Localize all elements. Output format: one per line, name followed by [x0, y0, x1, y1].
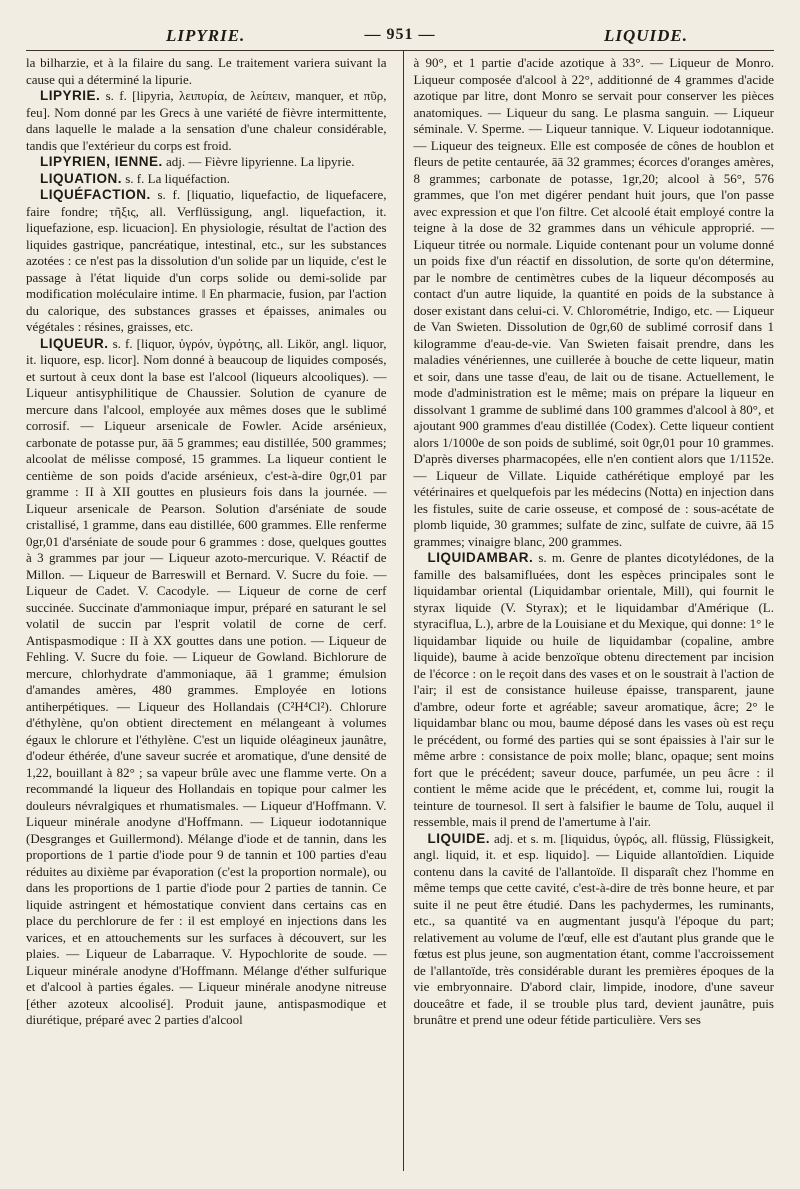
left-column: [26, 51, 395, 1175]
continuation-text: à 90°, et 1 partie d'acide azotique à 33°. — Liqueur de Monro. Liqueur composée d'alcool à 22°, additionné de 4 grammes d'acide azotique par litre, dont Monro se servait pour conserver les pièces anatomiques. — Liqueur du sang. Le plasma sanguin. — Liqueur séminale. V. Sperme. — Liqueur tannique. V. Liqueur iodotannique. — Liqueur des teigneux. Elle est composée de cônes de houblon et fleurs de petite centaurée, āā 32 grammes; écorces d'oranges amères, 8 grammes; carbonate de potasse, 1gr,20; alcool à 56°, 576 grammes, que l'on met digérer pendant huit jours, que l'on passe avec expression et que l'on filtre. Cet alcoolé était employé contre la teigne à la dose de 32 grammes dans un véhicule approprié. — Liqueur titrée ou normale. Liquide contenant pour un volume donné un poids fixe d'un réactif en dissolution, de sorte qu'on détermine, par le nombre de centimètres cubes de la liqueur décomposés au contact d'un autre liquide, la quantité en poids de la substance à doser existant dans celui-ci. V. Chlorométrie, Indigo, etc. — Liqueur de Van Swieten. Dissolution de 0gr,60 de sublimé corrosif dans 1 kilogramme d'eau-de-vie. Van Swieten faisait prendre, dans les maladies vénériennes, une cuillerée à bouche de cette liqueur, matin et soir, dans une tasse d'eau, de lait ou de tisane. Actuellement, le mode d'administration est le même; mais on prépare la liqueur en dissolvant 1 gramme de sublimé dans 100 grammes d'alcool à 80°, et ajoutant 900 grammes d'eau distillée (Codex). Cette liqueur contient alors 1/1000e de son poids de sublimé, soit 0gr,01 pour 10 grammes. D'après diverses pharmacopées, elle n'en contient alors que 1/1152e. — Liqueur de Villate. Liquide cathérétique employé par les vétérinaires et quelquefois par les médecins (Notta) en injection dans les fistules, suite de carie osseuse, et composé de : sous-acétate de plomb liquide, 30 grammes; sulfate de zinc, sulfate de cuivre, āā 15 grammes; vinaigre blanc, 200 grammes.: [413, 55, 774, 549]
definition: s. f. [liquor, ὑγρόν, ὑγρότης, all. Likör, angl. liquor, it. liquore, esp. licor]. Nom donné à beaucoup de liquides composés, et surtout à ceux dont la base est l'alcool (liqueurs alcooliques). — Liqueur antisyphilitique de Chaussier. Solution de cyanure de mercure dans l'alcool, employée aux mêmes doses que le sublimé corrosif. — Liqueur arsenicale de Fowler. Acide arsénieux, carbonate de potasse pur, āā 5 grammes; eau distillée, 500 grammes; alcoolat de mélisse composé, 15 grammes. La liqueur contient le centième de son poids d'acide arsénieux, c'est-à-dire 0gr,01 par gramme : II à XII gouttes en plusieurs fois dans la journée. — Liqueur arsenicale de Pearson. Solution d'arséniate de soude cristallisé, 1 gramme, dans eau distillée, 600 grammes. Elle renferme 0gr,01 d'arséniate de soude pour 6 grammes : dose, quelques gouttes à 3 grammes par jour — Liqueur azoto-mercurique. V. Réactif de Millon. — Liqueur de Barreswill et Bernard. V. Sucre du foie. — Liqueur de Cadet. V. Cacodyle. — Liqueur de corne de cerf succinée. Succinate d'ammoniaque impur, préparé en saturant le sel volatil de succin par l'esprit volatil de corne de cerf. Antispasmodique : II à XX gouttes dans une potion. — Liqueur de Fehling. V. Sucre du foie. — Liqueur de Gowland. Bichlorure de mercure, chlorhydrate d'ammoniaque, āā 1 gramme; émulsion d'amandes amères, 480 grammes. Employée en lotions antiherpétiques. — Liqueur des Hollandais (C²H⁴Cl²). Chlorure d'éthylène, qu'on obtient directement en mélangeant à volumes égaux le chlorure et l'éthylène. C'est un liquide oléagineux jaunâtre, d'odeur éthérée, d'une saveur sucrée et aromatique, d'une densité de 1,22, bouillant à 82° ; sa vapeur brûle avec une flamme verte. On a recommandé la liqueur des Hollandais en topique pour calmer les douleurs névralgiques et rhumatismales. — Liqueur d'Hoffmann. V. Liqueur minérale anodyne d'Hoffmann. — Liqueur iodotannique (Desgranges et Guillermond). Mélange d'iode et de tannin, dans les proportions de 1 partie d'iode pour 9 de tannin et 100 parties d'eau réduites au dixième par évaporation (c'est la proportion normale), ou dans les proportions de 1 partie d'iode pour 2 parties de tannin. Ce liquide astringent et hémostatique convient dans certains cas en place du perchlorure de fer : il est employé en injections dans les varices, et en attouchements sur les surfaces à découvert, sur les plaies. — Liqueur de Labarraque. V. Hypochlorite de soude. — Liqueur minérale anodyne d'Hoffmann. Mélange d'éther sulfurique et d'alcool à parties égales. — Liqueur minérale anodyne nitreuse [éther azoteux alcoolisé]. Produit jaune, antispasmodique et diurétique, préparé avec 2 parties d'alcool: [26, 335, 387, 1027]
definition: s. f. [liquatio, liquefactio, de liquefacere, faire fondre; τῆξις, all. Verflüssigung, angl. liquefaction, it. liquefazione, esp. licuacion]. En physiologie, résultat de l'action des liquides gastrique, pancréatique, intestinal, etc., sur les substances azotées : ce n'est pas la dissolution d'un solide par un liquide, c'est le passage à l'état liquide d'un corps solide ou demi-solide par modification moléculaire intime. ‖ En pharmacie, fusion, par l'action du calorique, des substances grasses et épaisses, animales ou végétales : résines, graisses, etc.: [26, 187, 387, 334]
headword: LIQUIDAMBAR.: [427, 550, 534, 565]
entry-liquidambar: [413, 550, 774, 831]
entry-liquide: [413, 831, 774, 1029]
column-divider: [403, 51, 404, 1171]
page-number: — 951 —: [364, 26, 436, 43]
headword: LIQUATION.: [40, 170, 122, 186]
entry-lipyrie: [26, 88, 387, 154]
running-head: [26, 16, 774, 51]
definition: s. m. Genre de plantes dicotylédones, de la famille des balsamifluées, dont les espèces principales sont le liquidambar oriental (Liquidambar orientale, Mill), qui fournit le styrax liquide (V. Styrax); et le liquidambar d'Amérique (L. styraciflua, L.), arbre de la Louisiane et du Mexique, qui donne: 1° le liquidambar liquide ou huile de liquidambar (copaline, ambre liquide), baume à acide benzoïque obtenu directement par incision de l'écorce : on le reçoit dans des vases et on le soustrait à l'action de l'air; il est de consistance huileuse épaisse, transparent, jaune d'ambre, odeur forte et agréable; saveur aromatique, âcre; 2° le liquidambar blanc ou mou, baume déposé dans les vases où est reçu le précédent, ou formé des parties qui se sont épaissies à l'air sur le même arbre : consistance de poix molle; blanc, opaque; sent moins fort que le précédent; saveur douce, parfumée, un peu âcre : il contient le même acide que le précédent, et, comme lui, rougit la teinture de tournesol. Il sert à falsifier le baume de Tolu, auquel il ressemble, mais il prend de l'amertume à l'air.: [413, 550, 774, 829]
definition: adj. et s. m. [liquidus, ὑγρός, all. flüssig, Flüssigkeit, angl. liquid, it. et esp. liquido]. — Liquide allantoïdien. Liquide contenu dans la cavité de l'allantoïde. Il disparaît chez l'homme en même temps que cette cavité, c'est-à-dire de très bonne heure, et par suite il ne peut être étudié. Dans les pachydermes, les ruminants, etc., sa quantité va en augmentant jusqu'à l'époque du part; relativement au volume de l'œuf, elle est d'autant plus grande que le fœtus est plus jeune, son augmentation étant, comme l'accroissement de l'allantoïde, très considérable durant les premières époques de la vie embryonnaire. D'abord clair, limpide, inodore, d'une saveur douceâtre et fade, il se trouble plus tard, devient jaunâtre, puis brunâtre et prend une odeur fétide particulière. Vers ses: [413, 830, 774, 1027]
entry-liqueur: [26, 336, 387, 1029]
headword: LIQUIDE.: [427, 830, 490, 846]
header-right-word: LIQUIDE.: [603, 26, 688, 45]
headword: LIQUÉFACTION.: [40, 187, 151, 202]
headword: LIPYRIEN, IENNE.: [40, 154, 163, 169]
continuation-text: la bilharzie, et à la filaire du sang. Le traitement variera suivant la cause qui a déterminé la lipurie.: [26, 55, 387, 87]
definition: s. f. La liquéfaction.: [125, 170, 230, 186]
entry-liquation: [26, 171, 387, 188]
header-left-word: LIPYRIE.: [166, 26, 246, 45]
headword: LIPYRIE.: [40, 88, 101, 103]
definition: s. f. [lipyria, λειπυρία, de λείπειν, manquer, et πῦρ, feu]. Nom donné par les Grecs à une variété de fièvre intermittente, dans laquelle le malade a la sensation d'une chaleur considérable, tandis que l'extérieur du corps est froid.: [26, 88, 387, 153]
text-columns: [26, 51, 774, 1171]
definition: adj. — Fièvre lipyrienne. La lipyrie.: [166, 154, 355, 169]
entry-lipyrien: [26, 154, 387, 171]
headword: LIQUEUR.: [40, 335, 109, 351]
entry-liquefaction: [26, 187, 387, 336]
right-column: [411, 51, 774, 1175]
